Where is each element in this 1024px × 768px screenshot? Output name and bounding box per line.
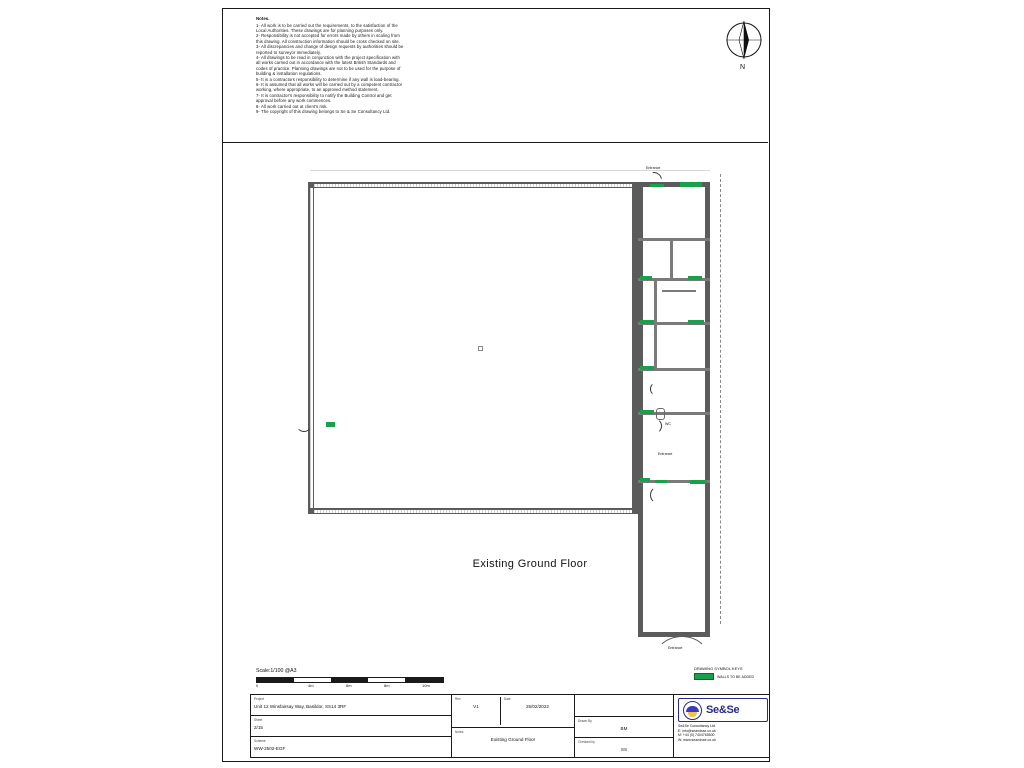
company-line: E: info@seandsse.co.uk (678, 728, 716, 733)
partition-v2 (654, 281, 657, 322)
scheme-value: WW-2502-EGF (254, 746, 286, 751)
checked-cell (575, 738, 673, 757)
company-name: Se&Se (706, 704, 740, 716)
notes-block (256, 16, 456, 115)
sheet-cell (251, 716, 451, 737)
entrance-label-mid: Entrance (658, 452, 673, 456)
notes-line: 7- It is contractor's responsibility to notify the Building Control and get (256, 92, 392, 98)
notes-line: building & installation regulations. (256, 71, 322, 77)
north-label: N (740, 64, 746, 71)
scheme-key: Scheme (254, 739, 266, 743)
title-block-right (575, 695, 674, 757)
new-wall-marker (655, 480, 667, 483)
title-block-left (251, 695, 452, 757)
notes-line: all works carried out in accordance with the latest British Standards and (256, 60, 396, 66)
date-value: 25/02/2022 (525, 704, 549, 709)
notes-line: 6- It is assumed that all works will be carried out by a competent contractor (256, 82, 403, 88)
door-swing-mid (646, 418, 662, 434)
column-marker (478, 346, 483, 351)
boundary-line (720, 174, 721, 624)
notes-line: 4- All drawings to be read in conjunction with the project specification with (256, 55, 400, 61)
notes-key: Notes (455, 729, 464, 734)
date-key: Date (503, 697, 511, 701)
new-wall-marker (640, 276, 652, 280)
new-wall-marker (640, 410, 654, 414)
company-line: W: www.seandsse.co.uk (678, 737, 716, 742)
project-key: Project (254, 697, 264, 701)
symbol-key-swatch-icon (694, 673, 714, 680)
door-swing-lower (650, 486, 668, 504)
new-wall-marker (640, 478, 650, 482)
project-value: Unit 12 Winsfairsay Way, Basildor, SS14 3RF (254, 704, 347, 709)
scale-label: Scale:1/100 @A3 (256, 668, 297, 674)
notes-line: 8- All work carried out at client's risk. (256, 103, 328, 109)
checked-key: Checked by (578, 739, 595, 744)
notes-line: 9- The copyright of this drawing belongs to Se & Se Consultancy Ltd. (256, 109, 391, 115)
wall-hatch-bottom (314, 510, 632, 513)
door-swing-top (643, 169, 665, 191)
sheet-divider-rule (222, 142, 768, 143)
notes-line: Local Authorities. These drawings are for planning purposes only. (256, 28, 384, 33)
company-line: Se&Se Consultancy Ltd. (678, 724, 716, 728)
company-logo (678, 698, 768, 722)
project-cell (251, 695, 451, 716)
notes-line: 3- All discrepancies and change of design requests by authorities should be (256, 44, 404, 50)
sheet-value: 2/15 (254, 725, 263, 730)
scale-tick: 4m (308, 683, 314, 688)
notes-line: this drawing. All construction information should be cross checked on site. (256, 38, 401, 44)
spacer-cell (575, 695, 673, 717)
title-block (250, 694, 770, 758)
partition-v3 (662, 290, 696, 292)
partition-v1 (670, 241, 673, 278)
scale-tick: 6m (346, 683, 352, 688)
new-wall-marker (688, 320, 704, 324)
drawn-key: Drawn By (578, 719, 592, 724)
symbol-key (694, 666, 766, 680)
scale-ticks (256, 683, 442, 691)
notes-line: 2- Responsibility is not accepted for errors made by others in scaling from (256, 33, 400, 39)
partition-a (638, 238, 710, 241)
scale-tick: 8m (384, 683, 390, 688)
plan-title: Existing Ground Floor (472, 558, 588, 570)
entrance-label-bottom: Entrance (668, 646, 683, 650)
partition-v4 (654, 325, 657, 368)
new-wall-marker (640, 366, 654, 370)
scheme-cell (251, 737, 451, 757)
notes-line: 5- It is a contractors responsibility to determine if any wall is load-bearing. (256, 76, 400, 82)
notes-line: approval before any work commences. (256, 98, 332, 104)
symbol-key-title: DRAWING SYMBOL KEYS (694, 666, 743, 671)
checked-value: SS (620, 746, 628, 752)
door-swing-wc (650, 382, 664, 396)
rev-key: Rev (455, 697, 461, 701)
new-wall-marker (326, 422, 335, 427)
company-block (674, 695, 769, 757)
title-block-mid (452, 695, 575, 757)
door-swing-left (296, 416, 312, 432)
sheet-key: Sheet (254, 718, 263, 722)
notes-line: codes of practice. Planning drawings are not to be used for the purpose of (256, 65, 401, 71)
notes-line: working, where appropriate, to an approved method statement. (256, 87, 379, 93)
rev-date-row (452, 695, 574, 728)
hardhat-icon (683, 701, 702, 720)
notes-line: reported to surveyor immediately. (256, 49, 322, 55)
new-wall-marker (640, 320, 654, 324)
grid-line-top (310, 170, 710, 171)
wc-fixture-icon (656, 408, 665, 420)
wall-lower-ext-right (705, 532, 710, 636)
wall-hatch-left (310, 188, 313, 508)
rev-value: V1 (473, 704, 479, 709)
wall-hatch-top (314, 184, 632, 187)
notes-cell (452, 728, 574, 757)
north-arrow (718, 16, 770, 78)
entrance-label-top: Entrance (646, 166, 661, 170)
symbol-key-row (694, 673, 766, 680)
company-contact (678, 724, 716, 742)
company-line: M: +44 (0) 7404765500 (678, 733, 715, 738)
new-wall-marker (690, 480, 706, 484)
new-wall-marker (688, 276, 702, 280)
drawn-cell (575, 717, 673, 737)
scale-bar-group (256, 668, 456, 691)
notes-value: Existing Ground Floor (490, 736, 536, 742)
drawn-value: BM (620, 726, 628, 732)
symbol-key-text: WALLS TO BE ADDED (717, 674, 755, 679)
scale-tick: 0 (256, 683, 259, 688)
notes-title: Notes. (256, 16, 270, 21)
wc-label: WC (665, 422, 671, 426)
floor-plan (250, 150, 750, 670)
notes-line: 1- All work is to be carried out the requirements, to the satisfaction of the (256, 22, 398, 28)
new-wall-marker (680, 182, 702, 187)
scale-tick: 10m (422, 683, 430, 688)
